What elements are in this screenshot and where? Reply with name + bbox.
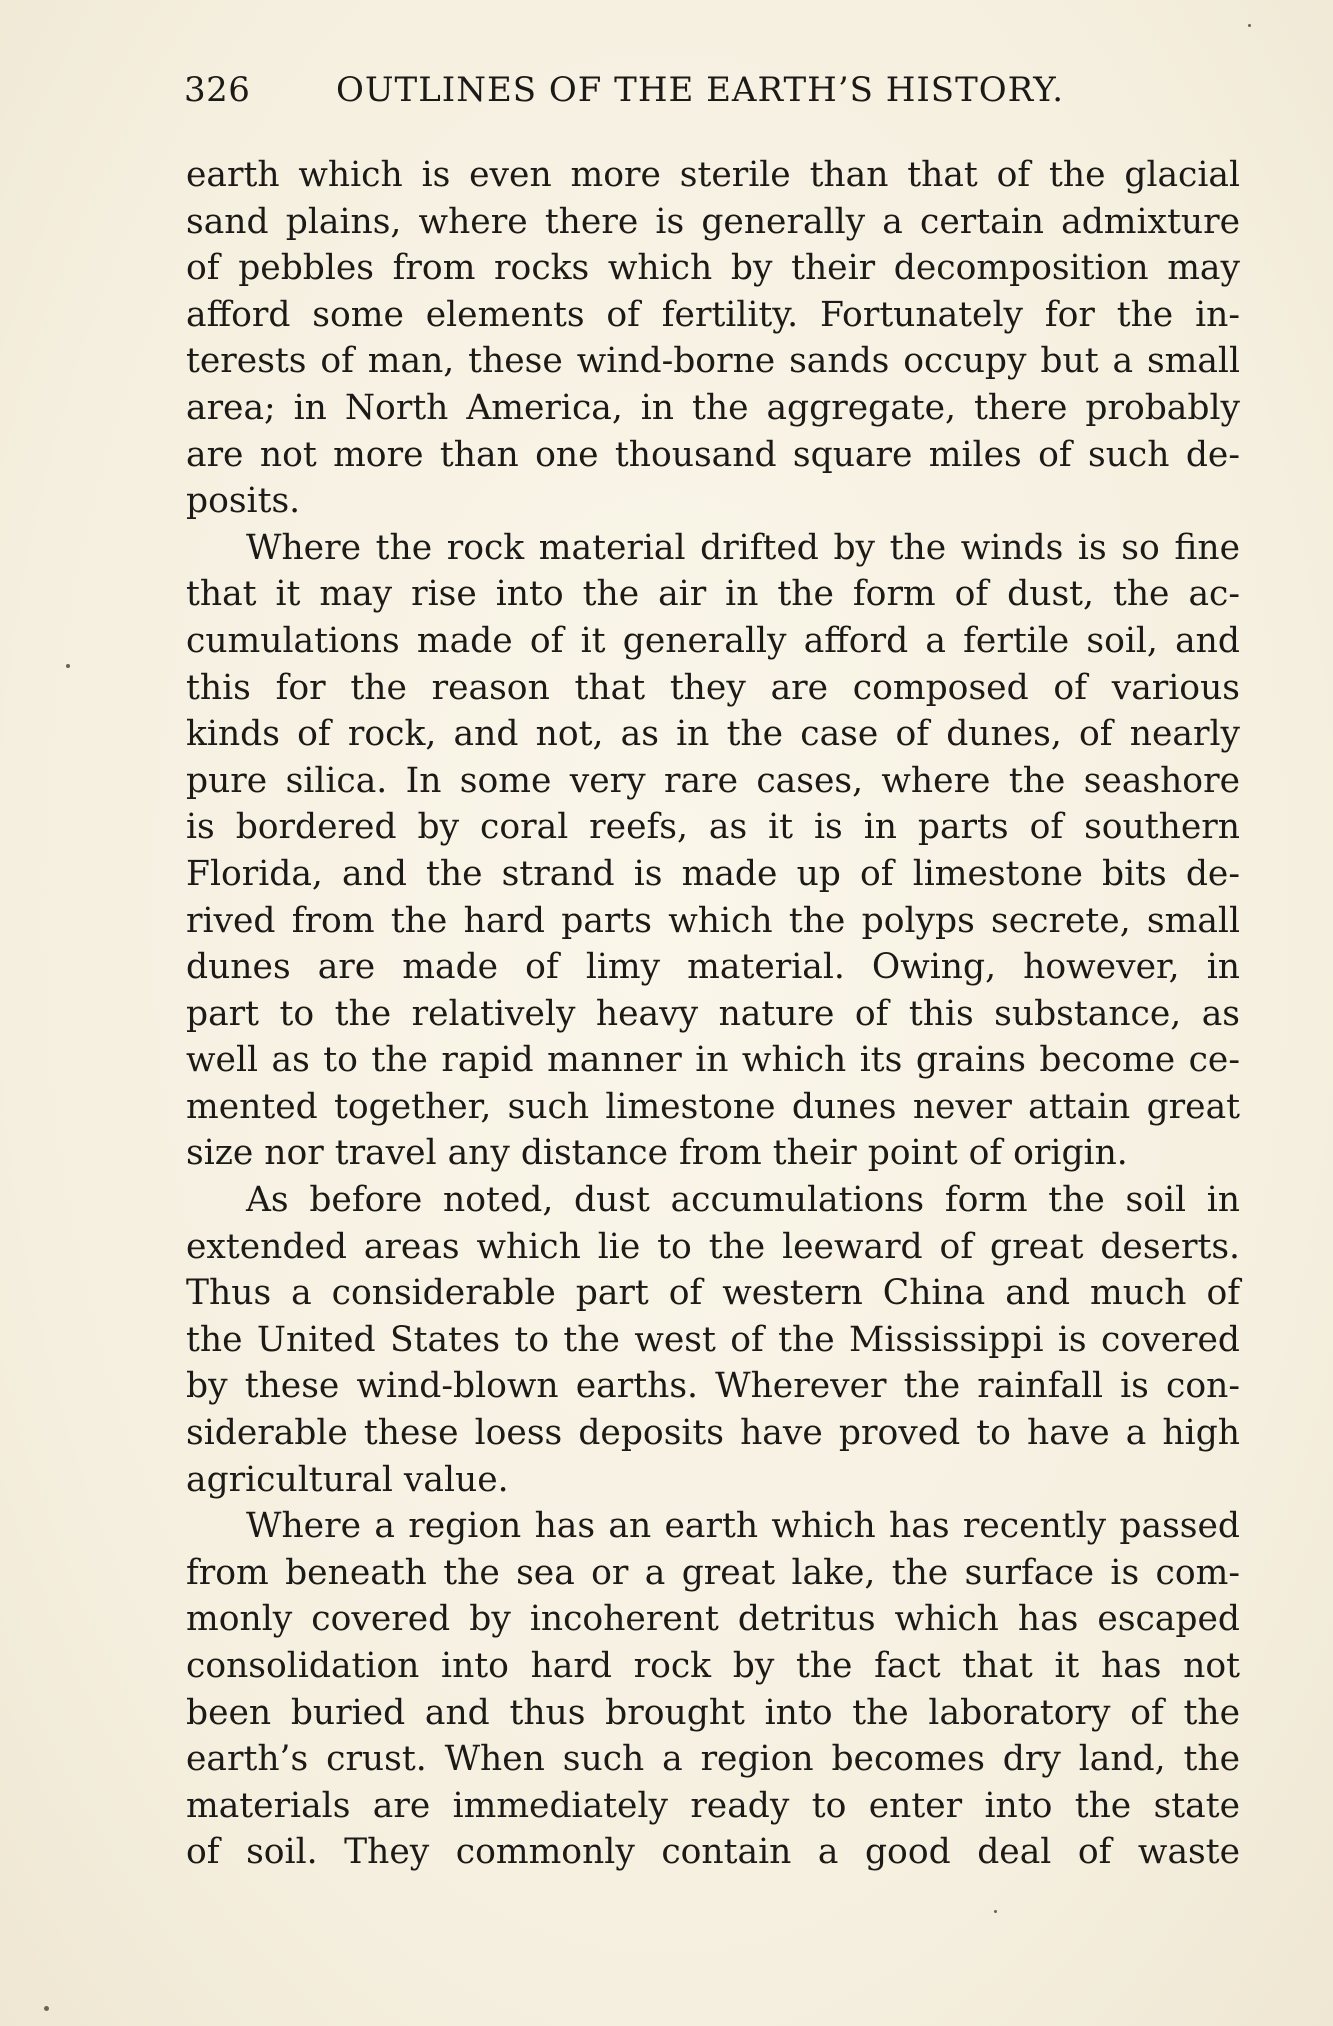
paper-speck [44,2006,49,2011]
paper-speck [1248,24,1251,27]
page-number: 326 [184,70,251,110]
text-line: siderable these loess deposits have proved to have a high [186,1413,1240,1454]
text-line: cumulations made of it generally afford a fertile soil, and [186,620,1240,661]
text-line: been buried and thus brought into the laboratory of the [186,1692,1240,1733]
text-line: agricultural value. [186,1459,509,1500]
text-line: is bordered by coral reefs, as it is in parts of southern [186,807,1240,848]
text-line: Where the rock material drifted by the winds is so fine [246,527,1240,568]
text-line: terests of man, these wind-borne sands occupy but a small [186,341,1240,382]
text-line: this for the reason that they are composed of various [186,667,1240,708]
text-line: rived from the hard parts which the polyps secrete, small [186,900,1240,941]
text-line: of pebbles from rocks which by their decomposition may [186,248,1240,289]
text-line: mented together, such limestone dunes never attain great [186,1086,1240,1127]
text-line: Where a region has an earth which has recently passed [246,1506,1240,1547]
text-line: are not more than one thousand square miles of such de- [186,434,1240,475]
text-line: of soil. They commonly contain a good deal of waste [186,1832,1240,1873]
text-line: well as to the rapid manner in which its grains become ce- [186,1040,1240,1081]
text-line: by these wind-blown earths. Wherever the rainfall is con- [186,1366,1240,1407]
text-line: sand plains, where there is generally a certain admixture [186,201,1240,242]
text-line: area; in North America, in the aggregate, there probably [186,387,1240,428]
text-line: part to the relatively heavy nature of this substance, as [186,993,1240,1034]
text-line: earth which is even more sterile than that of the glacial [186,155,1240,195]
text-line: As before noted, dust accumulations form the soil in [246,1180,1240,1221]
text-line: Florida, and the strand is made up of limestone bits de- [186,853,1240,894]
text-line: kinds of rock, and not, as in the case of dunes, of nearly [186,714,1240,755]
paper-speck [994,1910,997,1913]
text-line: Thus a considerable part of western China and much of [186,1273,1240,1314]
text-line: materials are immediately ready to enter into the state [186,1785,1240,1826]
text-line: that it may rise into the air in the form of dust, the ac- [186,574,1240,615]
text-line: earth’s crust. When such a region becomes dry land, the [186,1739,1240,1780]
text-line: pure silica. In some very rare cases, where the seashore [186,760,1240,801]
text-line: posits. [186,481,301,522]
text-line: extended areas which lie to the leeward of great deserts. [186,1226,1240,1267]
text-line: the United States to the west of the Mississippi is covered [186,1319,1240,1360]
paper-speck [66,664,70,668]
page-header [184,66,1244,114]
text-line: consolidation into hard rock by the fact that it has not [186,1646,1240,1686]
text-line: afford some elements of fertility. Fortunately for the in- [186,294,1240,335]
text-line: size nor travel any distance from their point of origin. [186,1133,1128,1174]
text-line: from beneath the sea or a great lake, the surface is com- [186,1552,1240,1593]
body-text [186,152,1240,1876]
text-line: monly covered by incoherent detritus which has escaped [186,1599,1240,1640]
text-line: dunes are made of limy material. Owing, however, in [186,947,1240,988]
running-title: OUTLINES OF THE EARTH’S HISTORY. [336,70,1065,110]
